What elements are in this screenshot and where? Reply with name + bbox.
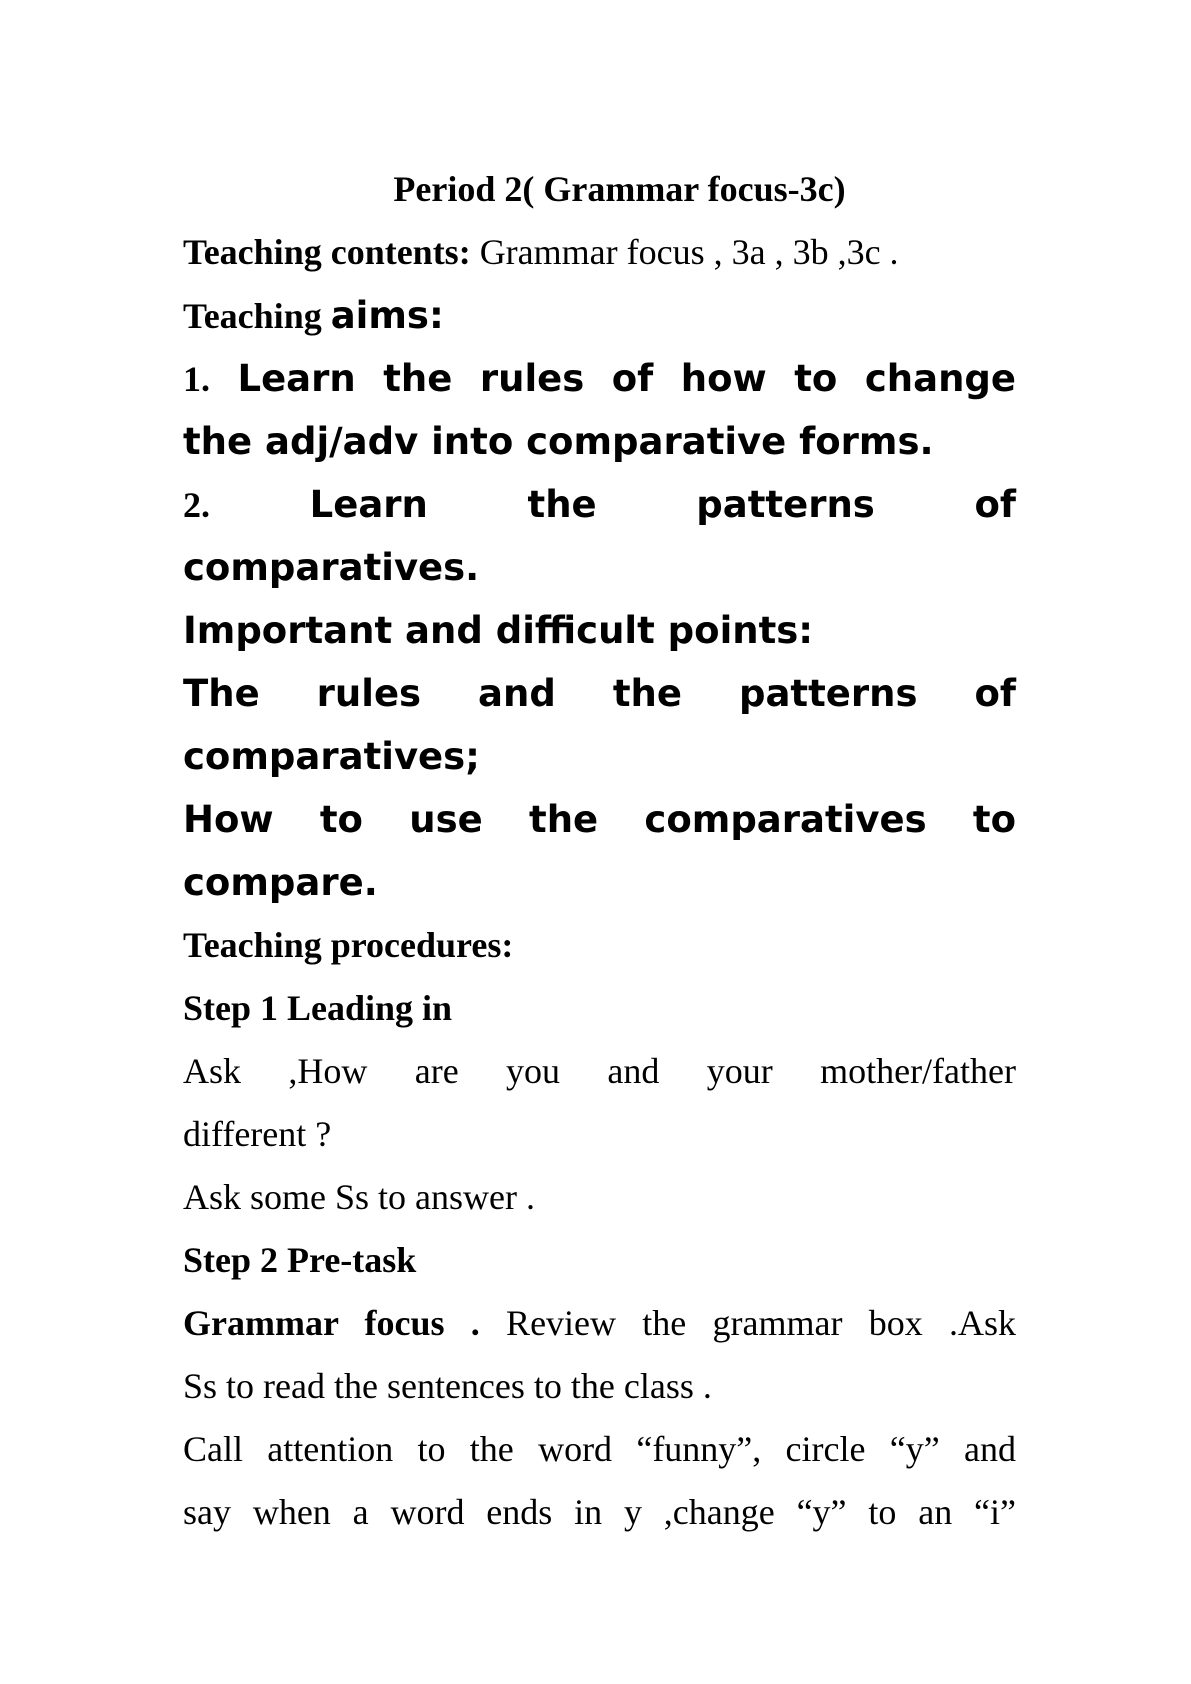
- aim-2-text: Learn the patterns of: [210, 483, 1016, 526]
- teaching-contents-value: Grammar focus , 3a , 3b ,3c .: [470, 232, 899, 272]
- teaching-aims-label-a: Teaching: [183, 296, 331, 336]
- grammar-focus-label: Grammar focus .: [183, 1303, 480, 1343]
- procedures-heading: Teaching procedures:: [183, 925, 514, 965]
- important-point-2-line-2: compare.: [183, 861, 378, 904]
- aim-1-number: 1.: [183, 359, 210, 399]
- aim-1-text: Learn the rules of how to change: [210, 357, 1016, 400]
- aim-1-line-1: [183, 347, 1016, 410]
- step-1-line-1: Ask ,How are you and your mother/father: [183, 1051, 1016, 1091]
- important-point-1-line-1: The rules and the patterns of: [183, 672, 1016, 715]
- important-point-1-line-2: comparatives;: [183, 735, 480, 778]
- step-2-line-3: Call attention to the word “funny”, circle “y” and: [183, 1429, 1016, 1469]
- aim-2-number: 2.: [183, 485, 210, 525]
- step-1-line-2: different ?: [183, 1114, 332, 1154]
- document-body: [183, 158, 1016, 1544]
- step-1-heading: Step 1 Leading in: [183, 988, 453, 1028]
- teaching-aims-heading: [183, 284, 1016, 347]
- important-points-heading: Important and difficult points:: [183, 609, 814, 652]
- step-2-heading: Step 2 Pre-task: [183, 1240, 417, 1280]
- aim-2-line-2: comparatives.: [183, 546, 480, 589]
- step-2-line-1: [183, 1292, 1016, 1355]
- important-point-2-line-1: How to use the comparatives to: [183, 798, 1016, 841]
- aim-1-line-2: the adj/adv into comparative forms.: [183, 420, 934, 463]
- aim-2-line-1: [183, 473, 1016, 536]
- step-2-line-1-text: Review the grammar box .Ask: [479, 1303, 1016, 1343]
- page-title: Period 2( Grammar focus-3c): [393, 169, 846, 209]
- teaching-contents-line: [183, 221, 1016, 284]
- teaching-aims-label-b: aims:: [330, 294, 444, 337]
- teaching-contents-label: Teaching contents:: [183, 232, 471, 272]
- step-2-line-4: say when a word ends in y ,change “y” to an “i”: [183, 1492, 1016, 1532]
- step-2-line-2: Ss to read the sentences to the class .: [183, 1366, 712, 1406]
- step-1-line-3: Ask some Ss to answer .: [183, 1177, 535, 1217]
